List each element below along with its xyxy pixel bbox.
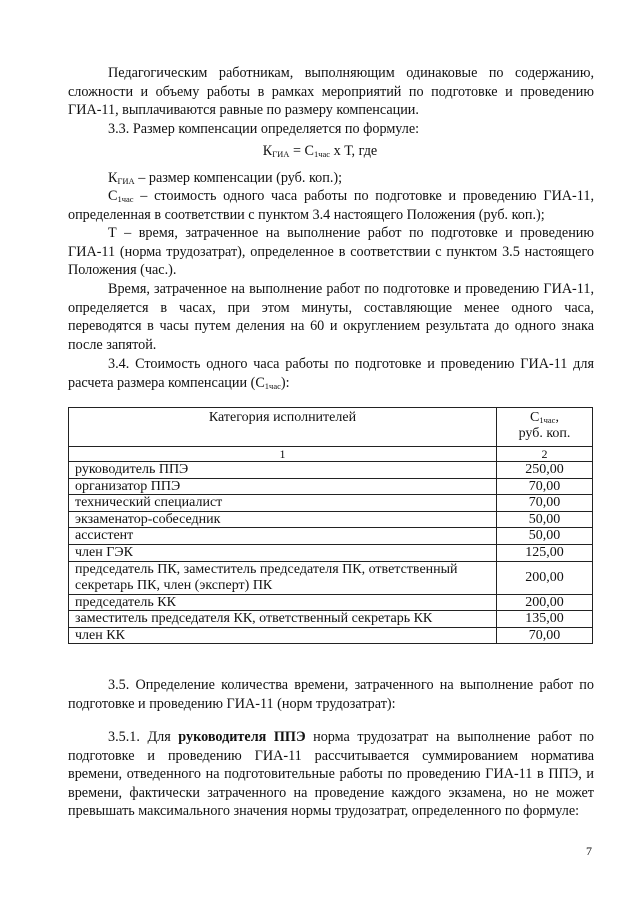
table-row <box>69 462 593 479</box>
definition-k-text: – размер компенсации (руб. коп.); <box>134 170 343 186</box>
definition-c <box>68 187 594 224</box>
table-row <box>69 478 593 495</box>
formula-c-sub: 1час <box>314 149 331 159</box>
page-number: 7 <box>586 844 592 858</box>
row-category: заместитель председателя КК, ответственный секретарь КК <box>69 611 497 628</box>
row-cost: 70,00 <box>497 495 593 512</box>
table-row <box>69 544 593 561</box>
row-category: председатель КК <box>69 594 497 611</box>
table-header-row <box>69 408 593 447</box>
paragraph-intro: Педагогическим работникам, выполняющим одинаковые по содержанию, сложности и объему работы в рамках мероприятий по подготовке и проведению ГИА-11, выплачиваются равные по размеру компенсации. <box>68 65 594 119</box>
row-category: ассистент <box>69 528 497 545</box>
paragraph-3-5-1-pre: 3.5.1. Для <box>108 729 179 745</box>
row-cost: 135,00 <box>497 611 593 628</box>
table-row <box>69 594 593 611</box>
row-category: экзаменатор-собеседник <box>69 511 497 528</box>
row-category: технический специалист <box>69 495 497 512</box>
cost-table <box>68 407 593 644</box>
row-category: организатор ППЭ <box>69 478 497 495</box>
paragraph-3-4-text: 3.4. Стоимость одного часа работы по подготовке и проведению ГИА-11 для расчета размера компенсации (С <box>68 356 594 391</box>
row-cost: 200,00 <box>497 561 593 594</box>
row-cost: 125,00 <box>497 544 593 561</box>
paragraph-time: Время, затраченное на выполнение работ по подготовке и проведению ГИА-11, определяется в часах, при этом минуты, составляющие менее одного часа, переводятся в часы путем деления на 60 и округлением результата до одного знака после запятой. <box>68 281 594 353</box>
index-col-1: 1 <box>69 447 497 462</box>
header-cost-unit: руб. коп. <box>518 425 571 441</box>
paragraph-3-3: 3.3. Размер компенсации определяется по формуле: <box>108 121 420 137</box>
formula-eq: = С <box>289 143 314 159</box>
header-cost-c: С <box>530 410 540 425</box>
formula-k-sub: ГИА <box>272 149 290 159</box>
definition-k-sub: ГИА <box>117 176 135 186</box>
index-col-2: 2 <box>497 447 593 462</box>
row-cost: 50,00 <box>497 511 593 528</box>
header-category: Категория исполнителей <box>69 408 497 447</box>
table-row <box>69 561 593 594</box>
paragraph-3-4-sub: 1час <box>264 380 281 391</box>
header-cost-end: , <box>555 410 559 425</box>
row-cost: 200,00 <box>497 594 593 611</box>
table-row <box>69 627 593 644</box>
table-row <box>69 528 593 545</box>
header-cost-sub: 1час <box>539 415 556 425</box>
paragraph-3-5: 3.5. Определение количества времени, затраченного на выполнение работ по подготовке и проведению ГИА-11 (норм трудозатрат): <box>68 677 594 712</box>
header-cost <box>497 408 593 447</box>
definition-c-sub: 1час <box>117 194 134 204</box>
formula <box>0 142 640 161</box>
table-row <box>69 611 593 628</box>
table-index-row <box>69 447 593 462</box>
row-category: председатель ПК, заместитель председателя ПК, ответственный секретарь ПК, член (эксперт) ПК <box>69 561 497 594</box>
row-category: руководитель ППЭ <box>69 462 497 479</box>
row-cost: 70,00 <box>497 478 593 495</box>
paragraph-3-5-1-bold: руководителя ППЭ <box>178 729 306 745</box>
formula-rest: х Т, где <box>330 143 378 159</box>
table-row <box>69 511 593 528</box>
row-cost: 70,00 <box>497 627 593 644</box>
row-category: член КК <box>69 627 497 644</box>
row-cost: 250,00 <box>497 462 593 479</box>
row-category: член ГЭК <box>69 544 497 561</box>
table-row <box>69 495 593 512</box>
formula-k: К <box>262 143 273 159</box>
definition-t: Т – время, затраченное на выполнение работ по подготовке и проведению ГИА-11 (норма трудозатрат), определенное в соответствии с пунктом 3.5 настоящего Положения (час.). <box>68 225 594 279</box>
paragraph-3-5-1 <box>68 728 594 821</box>
paragraph-3-4-end: ): <box>280 374 290 391</box>
definition-k-symbol: К <box>108 170 118 186</box>
definition-c-symbol: С <box>108 188 118 204</box>
paragraph-3-5-1-post: норма трудозатрат на выполнение работ по подготовке и проведению ГИА-11 рассчитывается суммированием норматива времени, отведенного на подготовительные работы по проведению ГИА-11 в ППЭ, и времени, фактически затраченного на проведение каждого экзамена, но не может превышать максимального значения нормы трудозатрат, определенного по формуле: <box>68 729 594 820</box>
paragraph-3-4 <box>68 355 594 392</box>
definition-c-text: – стоимость одного часа работы по подготовке и проведению ГИА-11, определенная в соответствии с пунктом 3.4 настоящего Положения (руб. коп.); <box>68 188 594 223</box>
row-cost: 50,00 <box>497 528 593 545</box>
definition-k <box>68 169 594 188</box>
